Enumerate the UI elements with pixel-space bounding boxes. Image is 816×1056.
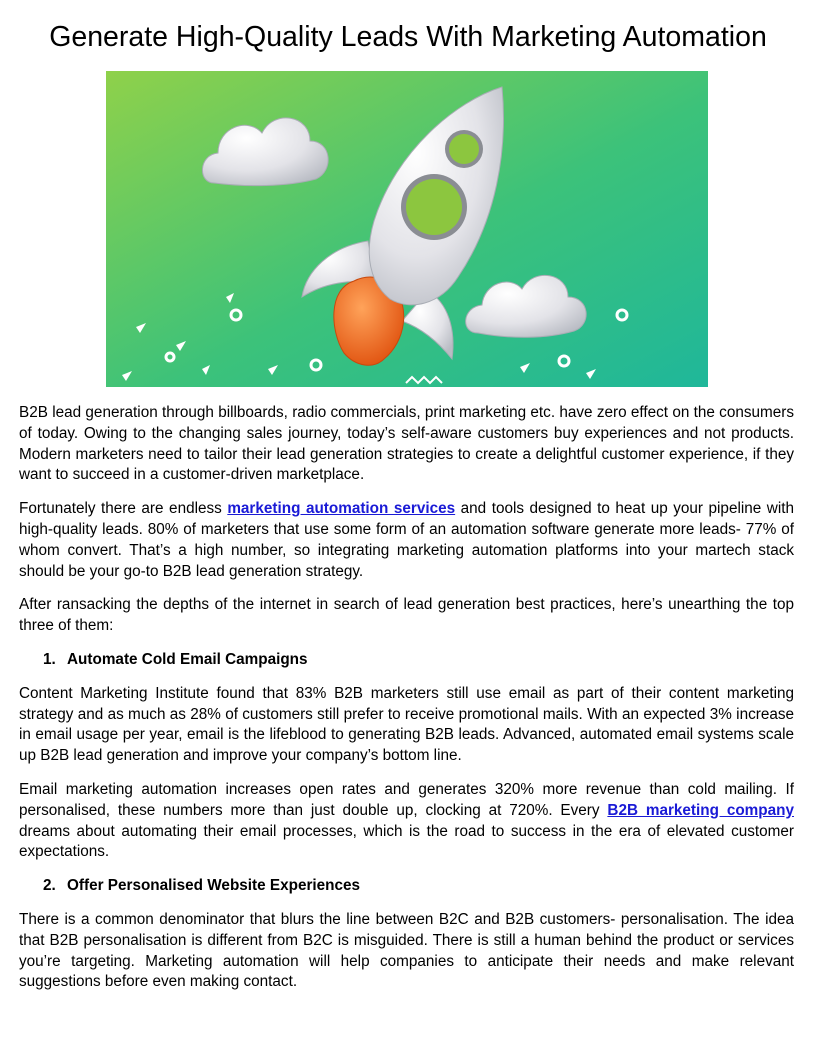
paragraph: There is a common denominator that blurs the line between B2C and B2B customers- personalisation. The idea that B2B personalisation is different from B2C is misguided. There is still a human behind the product or services you’re targeting. Marketing automation will help companies to anticipate their needs and make relevant suggestions before even making contact.: [19, 910, 794, 991]
paragraph: Content Marketing Institute found that 83% B2B marketers still use email as part of their content marketing strategy and as much as 28% of customers still prefer to receive promotional mails. With an expected 3% increase in email usage per year, email is the lifeblood to generating B2B leads. Advanced, automated email systems scale up B2B lead generation and improve your company’s bottom line.: [19, 684, 794, 765]
article-body: [19, 403, 794, 1006]
section-heading-text: Offer Personalised Website Experiences: [67, 877, 361, 895]
page-title: Generate High-Quality Leads With Marketing Automation: [49, 21, 767, 53]
paragraph-text: Fortunately there are endless: [19, 500, 228, 518]
section-heading: [19, 876, 794, 897]
paragraph-text: dreams about automating their email processes, which is the road to success in the era of elevated customer expectations.: [19, 822, 794, 861]
section-number: 2.: [43, 877, 56, 895]
paragraph-text: Email marketing automation increases open rates and generates 320% more revenue than cold mailing. If personalised, these numbers more than just double up, clocking at 720%. Every: [19, 780, 794, 819]
hero-image: [106, 71, 708, 387]
section-heading: [19, 650, 794, 671]
section-number: 1.: [43, 650, 56, 668]
rocket-balloon-icon: [106, 71, 708, 387]
paragraph-text: and tools designed to heat up your pipeline with high-quality leads. 80% of marketers that use some form of an automation software generate more leads- 77% of whom convert. That’s a high number, so integrating marketing automation platforms into your martech stack should be your go-to B2B lead generation strategy.: [19, 500, 794, 580]
b2b-marketing-company-link[interactable]: B2B marketing company: [607, 801, 794, 819]
marketing-automation-services-link[interactable]: marketing automation services: [227, 500, 456, 518]
paragraph: [19, 780, 794, 863]
paragraph: B2B lead generation through billboards, radio commercials, print marketing etc. have zero effect on the consumers of today. Owing to the changing sales journey, today’s self-aware customers buy experiences and not products. Modern marketers need to tailor their lead generation strategies to create a delightful customer experience, if they want to succeed in a customer-driven marketplace.: [19, 404, 794, 484]
section-heading-text: Automate Cold Email Campaigns: [67, 650, 308, 668]
paragraph: [19, 499, 794, 582]
paragraph: After ransacking the depths of the internet in search of lead generation best practices, here’s unearthing the top three of them:: [19, 596, 794, 635]
